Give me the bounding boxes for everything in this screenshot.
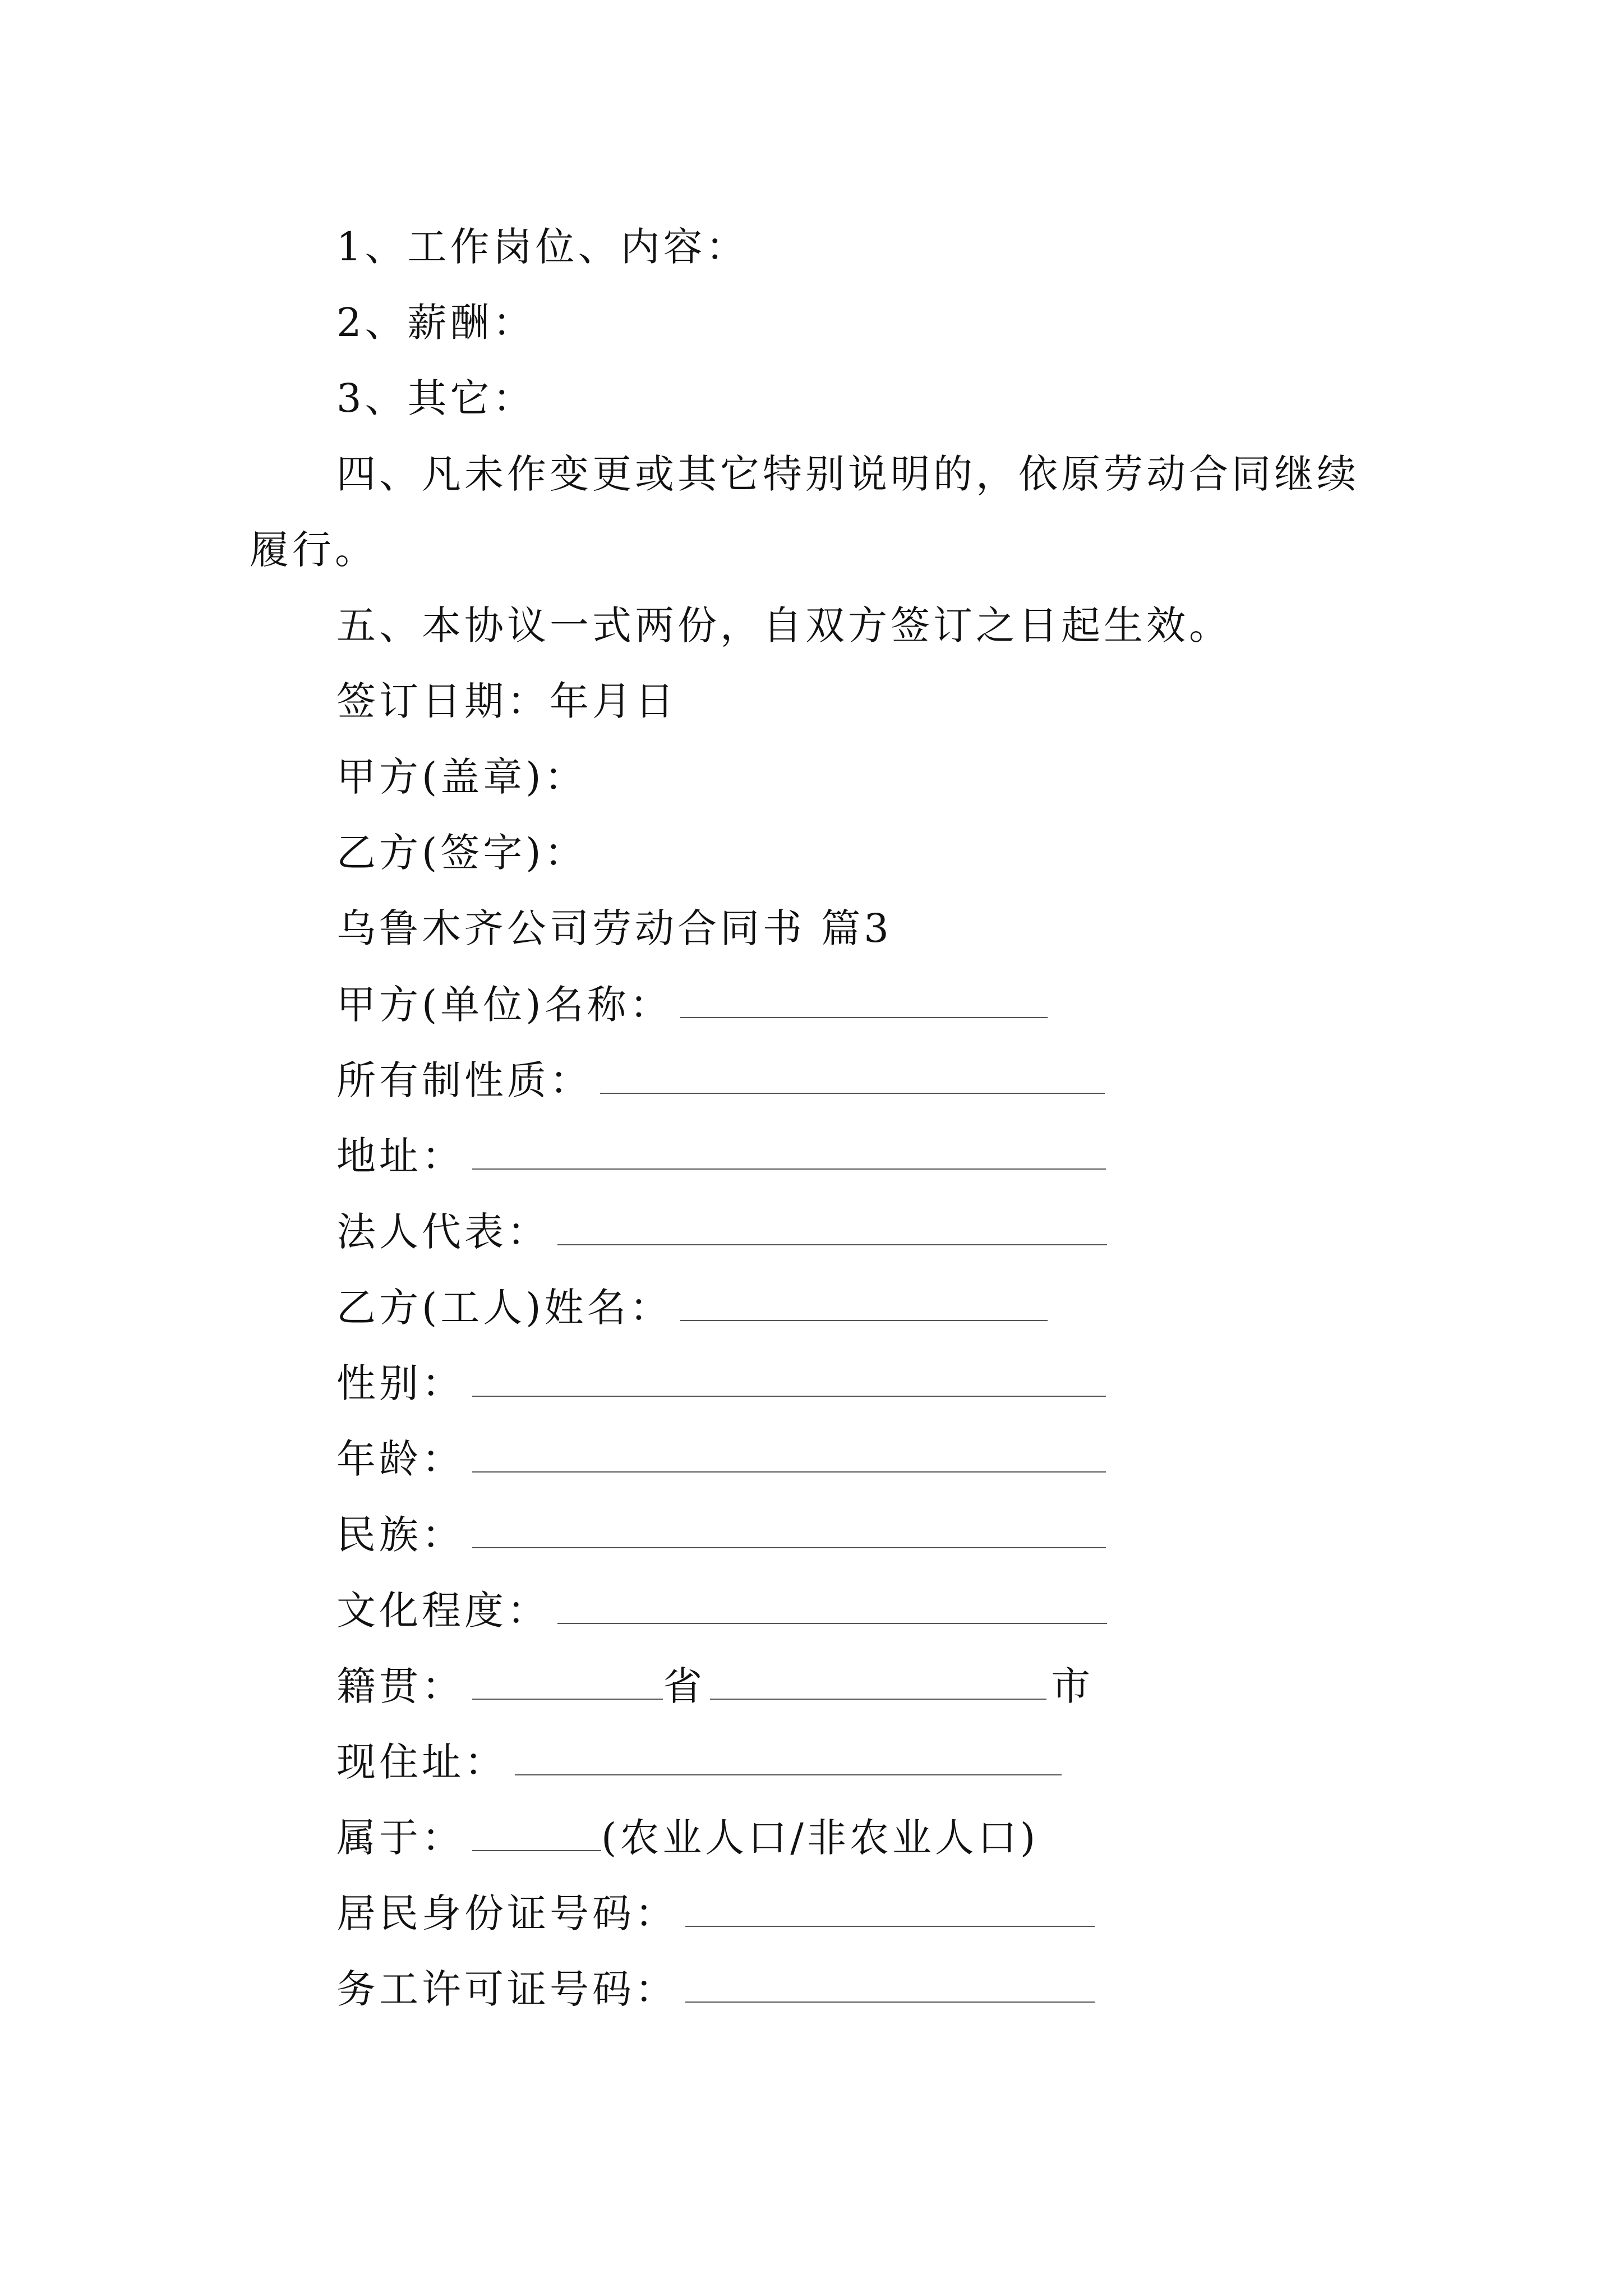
field-ownership	[336, 1057, 1105, 1103]
blank-line[interactable]	[680, 984, 1048, 1018]
field-work-permit	[336, 1966, 1095, 2012]
field-label: 现住址：	[336, 1739, 507, 1785]
clause-four-line2: 履行。	[250, 527, 377, 573]
field-label: 性别：	[336, 1360, 464, 1406]
blank-line[interactable]	[472, 1515, 1106, 1548]
field-label: 民族：	[336, 1512, 464, 1558]
blank-line[interactable]	[472, 1818, 601, 1851]
blank-line[interactable]	[557, 1590, 1107, 1624]
field-label: 所有制性质：	[336, 1057, 592, 1103]
blank-line[interactable]	[515, 1742, 1062, 1775]
blank-line[interactable]	[680, 1287, 1048, 1321]
clause-five: 五、本协议一式两份，自双方签订之日起生效。	[336, 602, 1232, 648]
field-label: 居民身份证号码：	[336, 1890, 677, 1936]
field-label: 法人代表：	[336, 1209, 550, 1255]
field-address	[336, 1133, 1106, 1179]
blank-line[interactable]	[685, 1893, 1095, 1927]
field-ethnicity	[336, 1512, 1106, 1558]
population-type-note: (农业人口/非农业人口)	[601, 1815, 1039, 1861]
field-education	[336, 1588, 1107, 1634]
field-gender	[336, 1360, 1106, 1406]
province-label: 省	[663, 1663, 706, 1709]
blank-line[interactable]	[600, 1060, 1105, 1094]
item-salary: 2、薪酬：	[336, 300, 536, 346]
field-party-b-name	[336, 1285, 1048, 1331]
blank-line-province[interactable]	[472, 1666, 663, 1700]
sign-date: 签订日期：年月日	[336, 678, 677, 724]
party-b-signature: 乙方(签字)：	[336, 830, 587, 876]
field-label: 文化程度：	[336, 1588, 550, 1634]
field-legal-rep	[336, 1209, 1107, 1255]
field-label: 籍贯：	[336, 1663, 464, 1709]
field-current-address	[336, 1739, 1062, 1785]
item-other: 3、其它：	[336, 375, 536, 421]
blank-line[interactable]	[472, 1136, 1106, 1170]
field-label: 乙方(工人)姓名：	[336, 1285, 672, 1331]
item-job-position: 1、工作岗位、内容：	[336, 224, 749, 270]
city-label: 市	[1051, 1663, 1094, 1709]
field-id-number	[336, 1890, 1095, 1936]
field-age	[336, 1436, 1106, 1482]
field-native-place	[336, 1663, 1094, 1709]
blank-line[interactable]	[472, 1439, 1106, 1473]
field-belongs-to	[336, 1815, 1039, 1861]
blank-line[interactable]	[472, 1363, 1106, 1397]
field-label: 甲方(单位)名称：	[336, 982, 672, 1028]
section-title: 乌鲁木齐公司劳动合同书 篇3	[336, 905, 892, 951]
blank-line[interactable]	[557, 1212, 1107, 1245]
party-a-seal: 甲方(盖章)：	[336, 754, 587, 800]
blank-line[interactable]	[685, 1969, 1095, 2003]
field-label: 地址：	[336, 1133, 464, 1179]
field-label: 年龄：	[336, 1436, 464, 1482]
field-label: 属于：	[336, 1815, 464, 1861]
field-label: 务工许可证号码：	[336, 1966, 677, 2012]
clause-four-line1: 四、凡未作变更或其它特别说明的，依原劳动合同继续	[336, 451, 1359, 497]
blank-line-city[interactable]	[710, 1666, 1046, 1700]
field-party-a-name	[336, 982, 1048, 1028]
